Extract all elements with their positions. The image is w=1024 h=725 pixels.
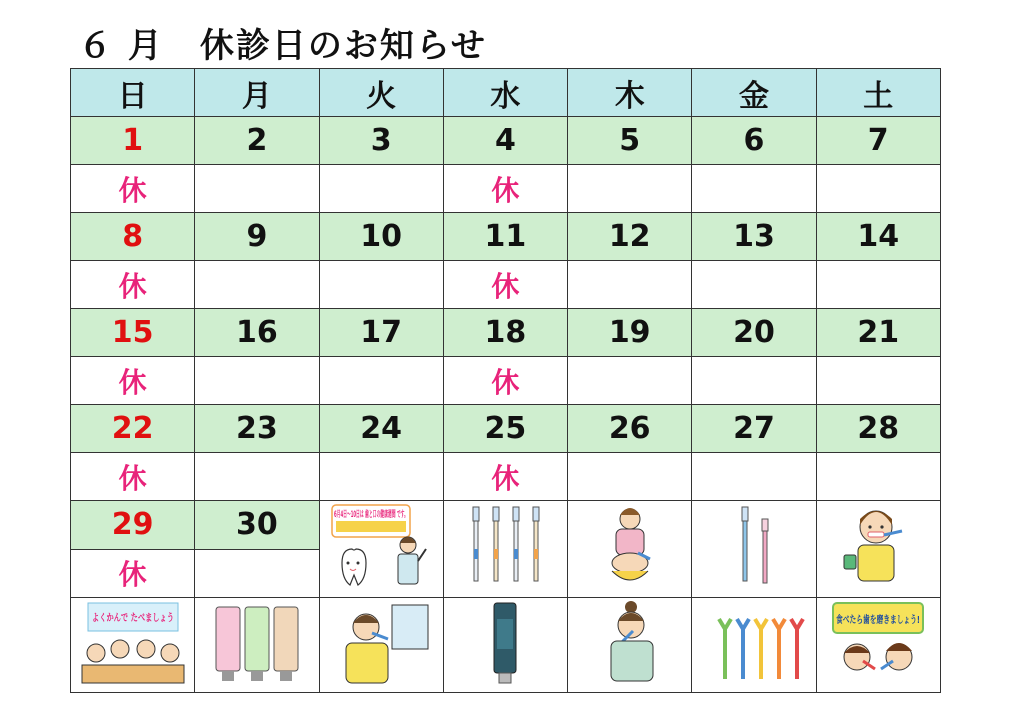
- date-cell: 4: [443, 117, 567, 165]
- toothpaste-tube-illustration: [450, 599, 560, 687]
- date-cell: 1: [71, 117, 195, 165]
- closed-mark: [816, 165, 940, 213]
- closed-row-week-1: [71, 165, 941, 213]
- closed-mark: [692, 261, 816, 309]
- closed-mark: [319, 357, 443, 405]
- date-cell: 27: [692, 405, 816, 453]
- date-cell: 15: [71, 309, 195, 357]
- date-cell: 3: [319, 117, 443, 165]
- date-row-week-1: [71, 117, 941, 165]
- closed-mark: 休: [443, 453, 567, 501]
- illustration-cell: [443, 598, 567, 693]
- closed-row-week-4: [71, 453, 941, 501]
- kids-brushing-sign-illustration: [823, 599, 961, 687]
- man-brushing-mirror-illustration: [326, 599, 436, 687]
- tooth-day-poster-illustration: [326, 501, 509, 589]
- closed-mark: [816, 261, 940, 309]
- page-title: ６ 月 休診日のお知らせ: [78, 26, 487, 66]
- weekday-fri: 金: [692, 69, 816, 117]
- closed-mark: 休: [71, 357, 195, 405]
- weekday-wed: 水: [443, 69, 567, 117]
- closed-mark: [195, 453, 319, 501]
- date-row-week-2: [71, 213, 941, 261]
- closed-mark: [816, 453, 940, 501]
- date-cell: 7: [816, 117, 940, 165]
- date-row-week-3: [71, 309, 941, 357]
- closed-mark: [195, 549, 319, 598]
- weekday-header-row: [71, 69, 941, 117]
- date-cell: 16: [195, 309, 319, 357]
- closed-mark: [195, 165, 319, 213]
- date-row-week-5: [71, 501, 941, 550]
- woman-brushing-illustration: [575, 599, 685, 687]
- closed-mark: [568, 165, 692, 213]
- closed-mark: [319, 261, 443, 309]
- closed-mark: [692, 165, 816, 213]
- closed-mark: [692, 357, 816, 405]
- closed-mark: 休: [443, 357, 567, 405]
- date-cell: 20: [692, 309, 816, 357]
- date-cell: 14: [816, 213, 940, 261]
- date-cell: 25: [443, 405, 567, 453]
- toothbrushes-illustration: [455, 501, 555, 589]
- date-cell: 29: [71, 501, 195, 550]
- weekday-thu: 木: [568, 69, 692, 117]
- closed-mark: 休: [71, 261, 195, 309]
- illustration-cell: [568, 501, 692, 598]
- illustration-cell: [319, 501, 509, 598]
- closed-mark: 休: [71, 165, 195, 213]
- girl-brushing-teeth-illustration: [828, 501, 928, 589]
- closed-mark: 休: [443, 261, 567, 309]
- date-cell: 6: [692, 117, 816, 165]
- date-cell: 24: [319, 405, 443, 453]
- closed-row-week-2: [71, 261, 941, 309]
- date-cell: 2: [195, 117, 319, 165]
- date-cell: 11: [443, 213, 567, 261]
- weekday-sun: 日: [71, 69, 195, 117]
- illustration-cell: [816, 598, 961, 693]
- illustration-cell: [568, 598, 692, 693]
- closed-mark: [692, 453, 816, 501]
- date-cell: 30: [195, 501, 319, 550]
- closed-mark: 休: [71, 453, 195, 501]
- date-cell: 21: [816, 309, 940, 357]
- mother-child-brushing-illustration: [580, 501, 680, 589]
- family-eating-sign-illustration: [74, 599, 206, 687]
- closed-mark: [816, 357, 940, 405]
- calendar-table: [70, 68, 961, 693]
- date-cell: 26: [568, 405, 692, 453]
- date-cell: 17: [319, 309, 443, 357]
- date-row-week-4: [71, 405, 941, 453]
- illustration-cell: [71, 598, 206, 693]
- toothpaste-tubes-illustration: [202, 599, 312, 687]
- brush-sign-text: 食べたら歯を磨きましょう!: [836, 615, 961, 626]
- closed-mark: [195, 357, 319, 405]
- floss-picks-illustration: [699, 599, 809, 687]
- closed-mark: [195, 261, 319, 309]
- illustration-row: [71, 598, 941, 693]
- closed-mark: [568, 261, 692, 309]
- date-cell: 10: [319, 213, 443, 261]
- illustration-cell: [816, 501, 940, 598]
- closed-mark: [568, 453, 692, 501]
- closed-row-week-3: [71, 357, 941, 405]
- illustration-cell: [443, 501, 567, 598]
- date-cell: 5: [568, 117, 692, 165]
- closed-mark: 休: [443, 165, 567, 213]
- date-cell: 13: [692, 213, 816, 261]
- illustration-cell: [319, 598, 443, 693]
- weekday-tue: 火: [319, 69, 443, 117]
- child-toothbrushes-illustration: [704, 501, 804, 589]
- date-cell: 22: [71, 405, 195, 453]
- weekday-sat: 土: [816, 69, 940, 117]
- poster-text: 6月4日〜10日は 歯と口の健康週間 です。: [334, 510, 509, 520]
- date-cell: 12: [568, 213, 692, 261]
- illustration-cell: [692, 598, 816, 693]
- closed-mark: [319, 453, 443, 501]
- closed-mark: 休: [71, 549, 195, 598]
- date-cell: 19: [568, 309, 692, 357]
- date-cell: 23: [195, 405, 319, 453]
- eat-sign-text: よくかんで たべましょう: [91, 613, 206, 624]
- weekday-mon: 月: [195, 69, 319, 117]
- date-cell: 28: [816, 405, 940, 453]
- illustration-cell: [195, 598, 319, 693]
- date-cell: 8: [71, 213, 195, 261]
- closed-mark: [319, 165, 443, 213]
- closed-mark: [568, 357, 692, 405]
- illustration-cell: [692, 501, 816, 598]
- date-cell: 18: [443, 309, 567, 357]
- date-cell: 9: [195, 213, 319, 261]
